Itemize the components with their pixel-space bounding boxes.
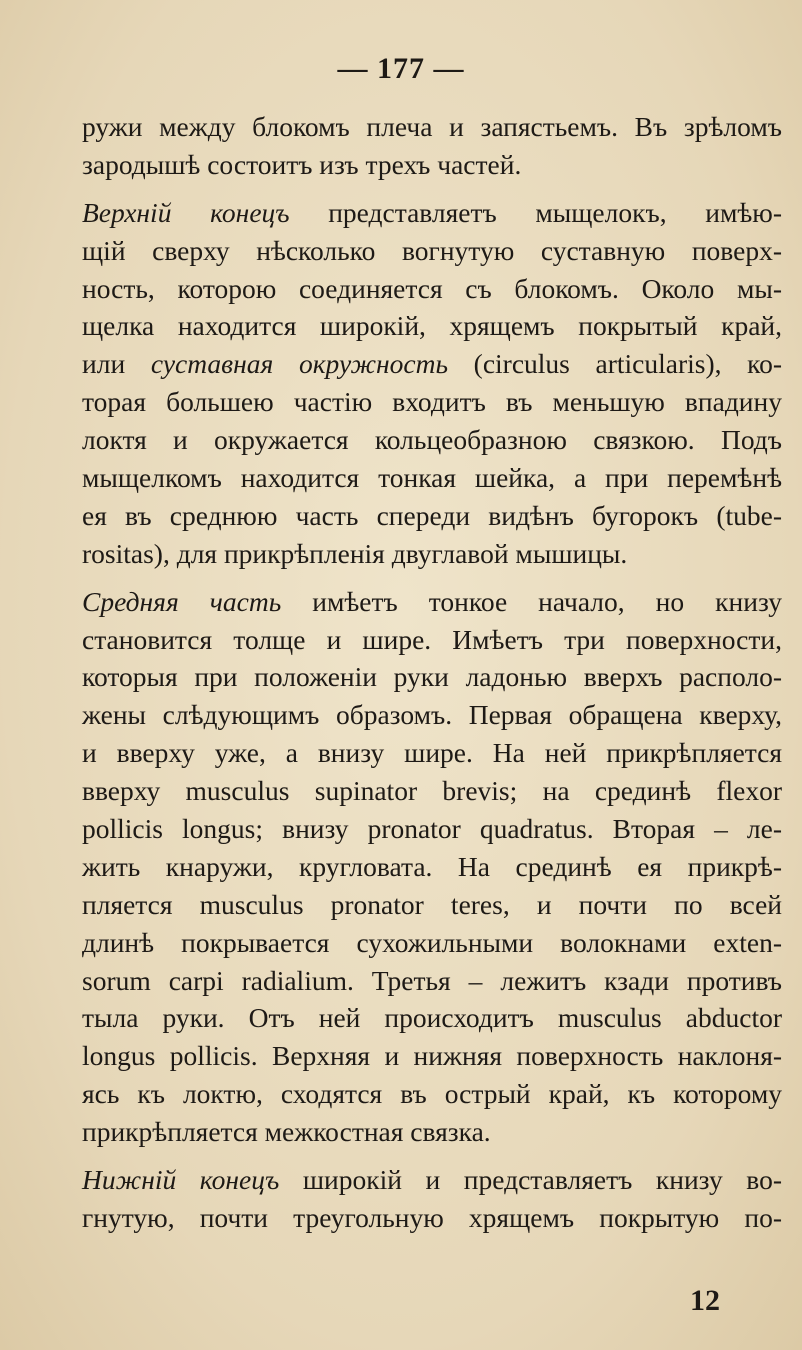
text-run: ясь къ локтю, сходятся въ острый край, къ которому	[82, 1078, 782, 1110]
text-line	[82, 999, 782, 1037]
text-run: имѣетъ тонкое начало, но книзу	[281, 585, 782, 617]
text-run: пляется musculus pronator teres, и почти по всей	[82, 888, 782, 920]
italic-term: Средняя часть	[82, 585, 282, 617]
text-run: rositas), для прикрѣпленія двуглавой мышицы.	[82, 537, 628, 569]
text-line	[82, 1037, 782, 1075]
text-run: щій сверху нѣсколько вогнутую суставную поверх-	[82, 234, 782, 266]
text-line	[82, 194, 782, 232]
text-run: (circulus articularis), ко-	[448, 348, 782, 380]
paragraph-gap	[82, 1151, 782, 1161]
italic-term: Нижній конецъ	[82, 1164, 280, 1196]
text-line	[82, 848, 782, 886]
text-line	[82, 1199, 782, 1237]
text-line	[82, 962, 782, 1000]
text-run: longus pollicis. Верхняя и нижняя поверхность наклоня-	[82, 1040, 782, 1072]
text-run: или	[82, 348, 151, 380]
text-line	[82, 383, 782, 421]
text-line	[82, 108, 782, 146]
text-run: которыя при положеніи руки ладонью вверхъ располо-	[82, 661, 782, 693]
text-line	[82, 459, 782, 497]
text-line	[82, 1161, 782, 1199]
text-run: длинѣ покрывается сухожильными волокнами exten-	[82, 926, 782, 958]
text-run: мыщелкомъ находится тонкая шейка, а при перемѣнѣ	[82, 462, 782, 494]
page-number: — 177 —	[337, 52, 465, 85]
paragraph	[82, 1161, 782, 1237]
text-run: жить кнаружи, кругловата. На срединѣ ея прикрѣ-	[82, 850, 782, 882]
text-run: торая большею частію входитъ въ меньшую впадину	[82, 386, 782, 418]
text-run: прикрѣпляется межкостная связка.	[82, 1116, 491, 1148]
text-line	[82, 621, 782, 659]
text-run: ружи между блокомъ плеча и запястьемъ. Въ зрѣломъ	[82, 111, 782, 142]
text-line	[82, 924, 782, 962]
paragraph	[82, 108, 782, 184]
text-line	[82, 810, 782, 848]
text-run: щелка находится широкій, хрящемъ покрытый край,	[82, 310, 782, 342]
text-run: зародышѣ состоитъ изъ трехъ частей.	[82, 148, 522, 180]
paragraph-gap	[82, 184, 782, 194]
paragraph	[82, 194, 782, 573]
signature-mark: 12	[690, 1284, 720, 1317]
italic-term: суставная окружность	[150, 348, 449, 380]
text-line	[82, 734, 782, 772]
text-run: тыла руки. Отъ ней происходитъ musculus abductor	[82, 1002, 782, 1034]
text-line	[82, 232, 782, 270]
text-line	[82, 696, 782, 734]
text-run: и вверху уже, а внизу шире. На ней прикрѣпляется	[82, 737, 782, 769]
text-line	[82, 497, 782, 535]
text-line	[82, 535, 782, 573]
text-run: становится толще и шире. Имѣетъ три поверхности,	[82, 623, 782, 655]
text-run: pollicis longus; внизу pronator quadratus. Вторая – ле-	[82, 813, 782, 845]
text-line	[82, 1113, 782, 1151]
text-line	[82, 146, 782, 184]
text-run: локтя и окружается кольцеобразною связкою. Подъ	[82, 424, 782, 456]
body-text	[82, 108, 782, 1237]
text-run: представляетъ мыщелокъ, имѣю-	[289, 196, 782, 228]
text-line	[82, 307, 782, 345]
text-line	[82, 583, 782, 621]
text-run: жены слѣдующимъ образомъ. Первая обращена кверху,	[82, 699, 782, 731]
text-line	[82, 772, 782, 810]
text-run: ность, которою соединяется съ блокомъ. Около мы-	[82, 272, 782, 304]
paragraph-gap	[82, 573, 782, 583]
paragraph	[82, 583, 782, 1151]
text-run: вверху musculus supinator brevis; на срединѣ flexor	[82, 775, 782, 807]
text-line	[82, 1075, 782, 1113]
text-line	[82, 658, 782, 696]
text-line	[82, 270, 782, 308]
text-line	[82, 345, 782, 383]
text-run: гнутую, почти треугольную хрящемъ покрытую по-	[82, 1201, 782, 1233]
text-line	[82, 886, 782, 924]
italic-term: Верхній конецъ	[82, 196, 290, 228]
text-line	[82, 421, 782, 459]
text-run: ея въ среднюю часть спереди видѣнъ бугорокъ (tube-	[82, 499, 782, 531]
text-run: sorum carpi radialium. Третья – лежитъ кзади противъ	[82, 964, 782, 996]
text-run: широкій и представляетъ книзу во-	[279, 1164, 782, 1196]
